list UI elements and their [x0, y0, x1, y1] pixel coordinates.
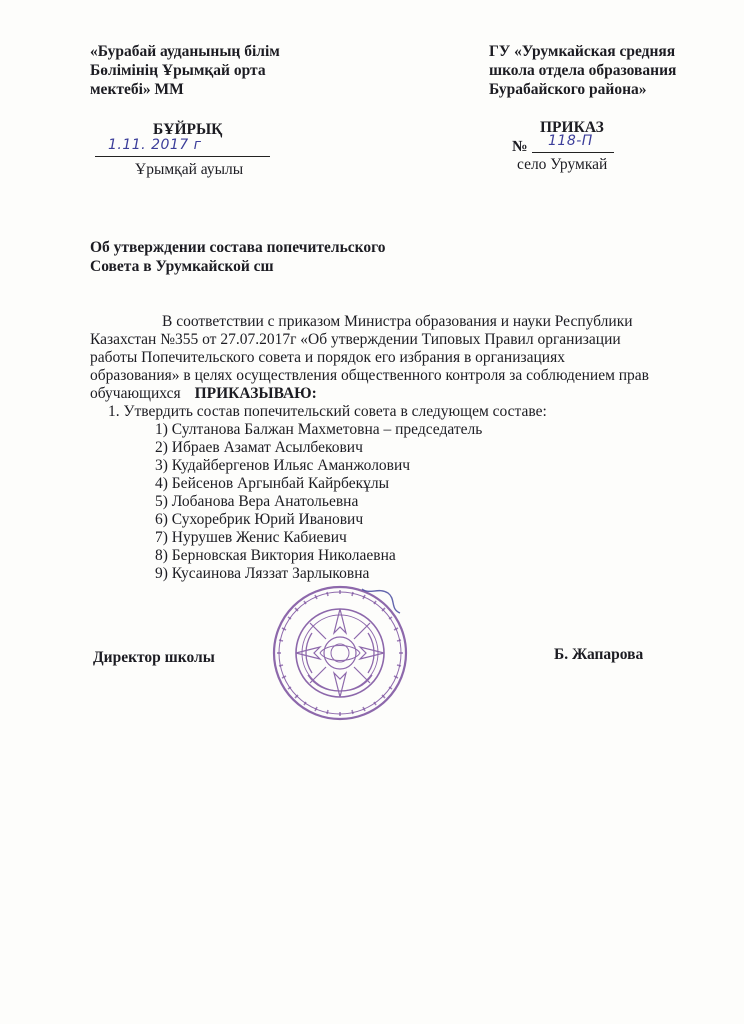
order-word: ПРИКАЗЫВАЮ: [194, 385, 317, 402]
order-item: 1. Утвердить состав попечительский совета в следующем составе: [108, 403, 547, 420]
header-right-org-line: Бурабайского района» [489, 81, 647, 98]
preamble-line: В соответствии с приказом Министра образования и науки Республики [162, 313, 633, 330]
header-right-org [489, 42, 676, 99]
right-place: село Урумкай [517, 156, 608, 173]
preamble-text: обучающихся [90, 385, 181, 402]
subject [90, 238, 386, 276]
header-left-org [90, 42, 280, 99]
signature-role: Директор школы [93, 649, 215, 666]
order-body [90, 313, 690, 583]
subject-line: Об утверждении состава попечительского [90, 239, 386, 256]
header-left-org-line: мектебі» ММ [90, 81, 184, 98]
number-label: № [512, 138, 528, 155]
left-doc-type: БҰЙРЫҚ [153, 121, 223, 138]
list-item: 8) Берновская Виктория Николаевна [155, 547, 396, 564]
header-right-org-line: школа отдела образования [489, 62, 677, 79]
list-item: 2) Ибраев Азамат Асылбекович [155, 439, 363, 456]
date-underline [95, 156, 270, 157]
list-item: 7) Нурушев Женис Кабиевич [155, 529, 347, 546]
preamble-line: образования» в целях осуществления общественного контроля за соблюдением прав [90, 367, 649, 384]
header-left-org-line: «Бурабай ауданының білім [90, 43, 280, 60]
handwritten-date: 1.11. 2017 г [108, 137, 202, 153]
preamble-line-last [90, 385, 690, 403]
header-left-org-line: Бөлімінің Ұрымқай орта [90, 62, 266, 79]
official-stamp [270, 583, 410, 723]
list-item: 3) Кудайбергенов Ильяс Аманжолович [155, 457, 411, 474]
preamble-line: Казахстан №355 от 27.07.2017г «Об утверждении Типовых Правил организации [90, 331, 621, 348]
members-list [90, 421, 690, 583]
list-item: 1) Султанова Балжан Махметовна – председатель [155, 421, 483, 438]
header-right-org-line: ГУ «Урумкайская средняя [489, 43, 676, 60]
list-item: 5) Лобанова Вера Анатольевна [155, 493, 359, 510]
signature-name: Б. Жапарова [554, 646, 644, 663]
preamble-line: работы Попечительского совета и порядок его избрания в организациях [90, 349, 565, 366]
list-item: 4) Бейсенов Аргынбай Кайрбекұлы [155, 475, 390, 492]
list-item: 9) Кусаинова Ляззат Зарлыковна [155, 565, 370, 582]
number-underline [532, 152, 614, 153]
right-doc-type: ПРИКАЗ [540, 119, 604, 136]
stamp-icon [270, 583, 410, 723]
subject-line: Совета в Урумкайской сш [90, 258, 274, 275]
list-item: 6) Сухоребрик Юрий Иванович [155, 511, 364, 528]
handwritten-number: 118-П [548, 133, 593, 149]
left-place: Ұрымқай ауылы [135, 161, 244, 178]
